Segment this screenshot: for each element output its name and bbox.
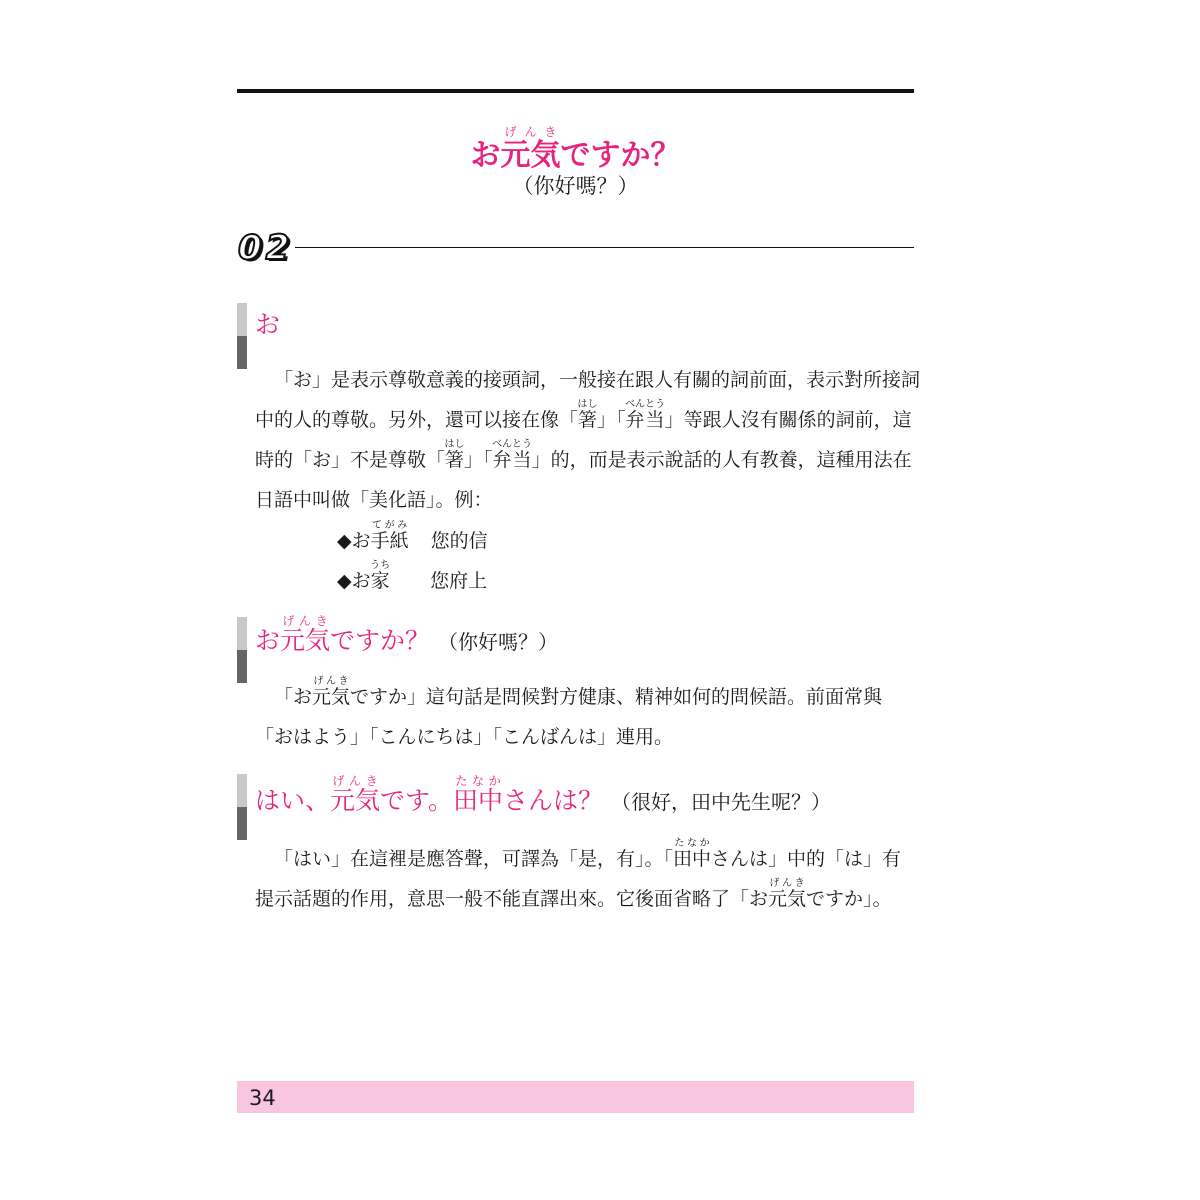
top-rule: [237, 89, 914, 93]
footer-bar: [237, 1081, 914, 1113]
section2-heading: お元気げんきですか？ （你好嗎？）: [255, 614, 558, 655]
section-marker-bar: [237, 774, 247, 840]
section1-heading: お: [255, 310, 281, 339]
page-subtitle: （你好嗎？）: [512, 174, 639, 198]
section3-paragraph: 「はい」在這裡是應答聲，可譯為「是，有」。「田中たなかさんは」中的「は」有提示話題的作用，意思一般不能直譯出來。它後面省略了「お元気げんきですか」。: [255, 838, 902, 910]
example-item: ◆お手紙てがみ您的信: [337, 520, 488, 552]
page-number: 34: [249, 1086, 276, 1110]
example-item: ◆お家うち您府上: [337, 560, 488, 592]
section3-heading: はい、元気げんきです。田中たなかさんは？ （很好，田中先生呢？）: [255, 774, 832, 815]
chapter-rule: [295, 247, 914, 248]
page-title: お元気げんきですか？: [470, 125, 681, 173]
section-marker-bar: [237, 303, 247, 369]
section2-paragraph: 「お元気げんきですか」這句話是問候對方健康、精神如何的問候語。前面常與「おはよう」「こんにちは」「こんばんは」連用。: [255, 676, 883, 748]
section-marker-bar: [237, 617, 247, 683]
section1-paragraph: 「お」是表示尊敬意義的接頭詞，一般接在跟人有關的詞前面，表示對所接詞中的人的尊敬。另外，還可以接在像「箸はし」「弁当べんとう」等跟人沒有關係的詞前，這時的「お」不是尊敬「箸はし」「弁当べんとう」的，而是表示說話的人有教養，這種用法在日語中叫做「美化語」。例：: [255, 369, 921, 511]
chapter-number: 02: [238, 228, 294, 268]
